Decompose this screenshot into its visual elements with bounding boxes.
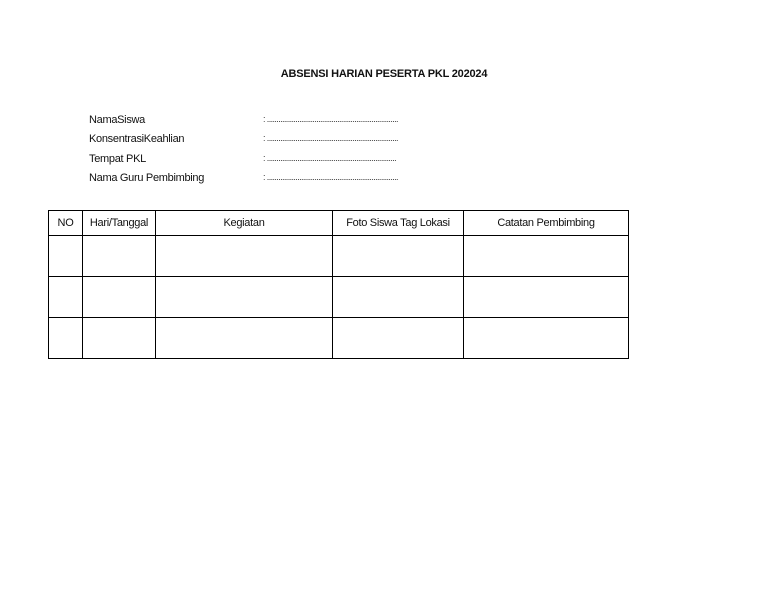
table-cell (83, 318, 156, 359)
table-cell (49, 277, 83, 318)
table-cell (464, 236, 629, 277)
table-cell (49, 236, 83, 277)
table-cell (156, 236, 333, 277)
column-header-photo-location: Foto Siswa Tag Lokasi (333, 211, 464, 236)
column-header-activity: Kegiatan (156, 211, 333, 236)
info-fill-line: : .................................................................... (263, 152, 397, 163)
table-row (49, 236, 629, 277)
table-cell (464, 277, 629, 318)
table-cell (333, 236, 464, 277)
column-header-no: NO (49, 211, 83, 236)
info-label: Nama Guru Pembimbing (89, 171, 205, 184)
table-cell (333, 277, 464, 318)
info-fill-line: : ..................................................................... (263, 171, 398, 182)
table-cell (83, 277, 156, 318)
table-cell (83, 236, 156, 277)
info-fill-line: : ..................................................................... (263, 133, 398, 144)
info-label: KonsentrasiKeahlian (89, 133, 185, 146)
table-cell (464, 318, 629, 359)
column-header-date: Hari/Tanggal (83, 211, 156, 236)
table-cell (156, 277, 333, 318)
document-title: ABSENSI HARIAN PESERTA PKL 202024 (280, 68, 488, 80)
table-header-row (49, 211, 629, 236)
column-header-supervisor-notes: Catatan Pembimbing (464, 211, 629, 236)
info-fill-line: : ..................................................................... (263, 114, 398, 124)
table-row (49, 318, 629, 359)
table-cell (156, 318, 333, 359)
attendance-table (48, 210, 629, 359)
table-header (49, 211, 629, 236)
info-label: NamaSiswa (89, 114, 145, 126)
table-cell (49, 318, 83, 359)
table-cell (333, 318, 464, 359)
table-body (49, 236, 629, 359)
info-label: Tempat PKL (89, 152, 146, 165)
table-row (49, 277, 629, 318)
